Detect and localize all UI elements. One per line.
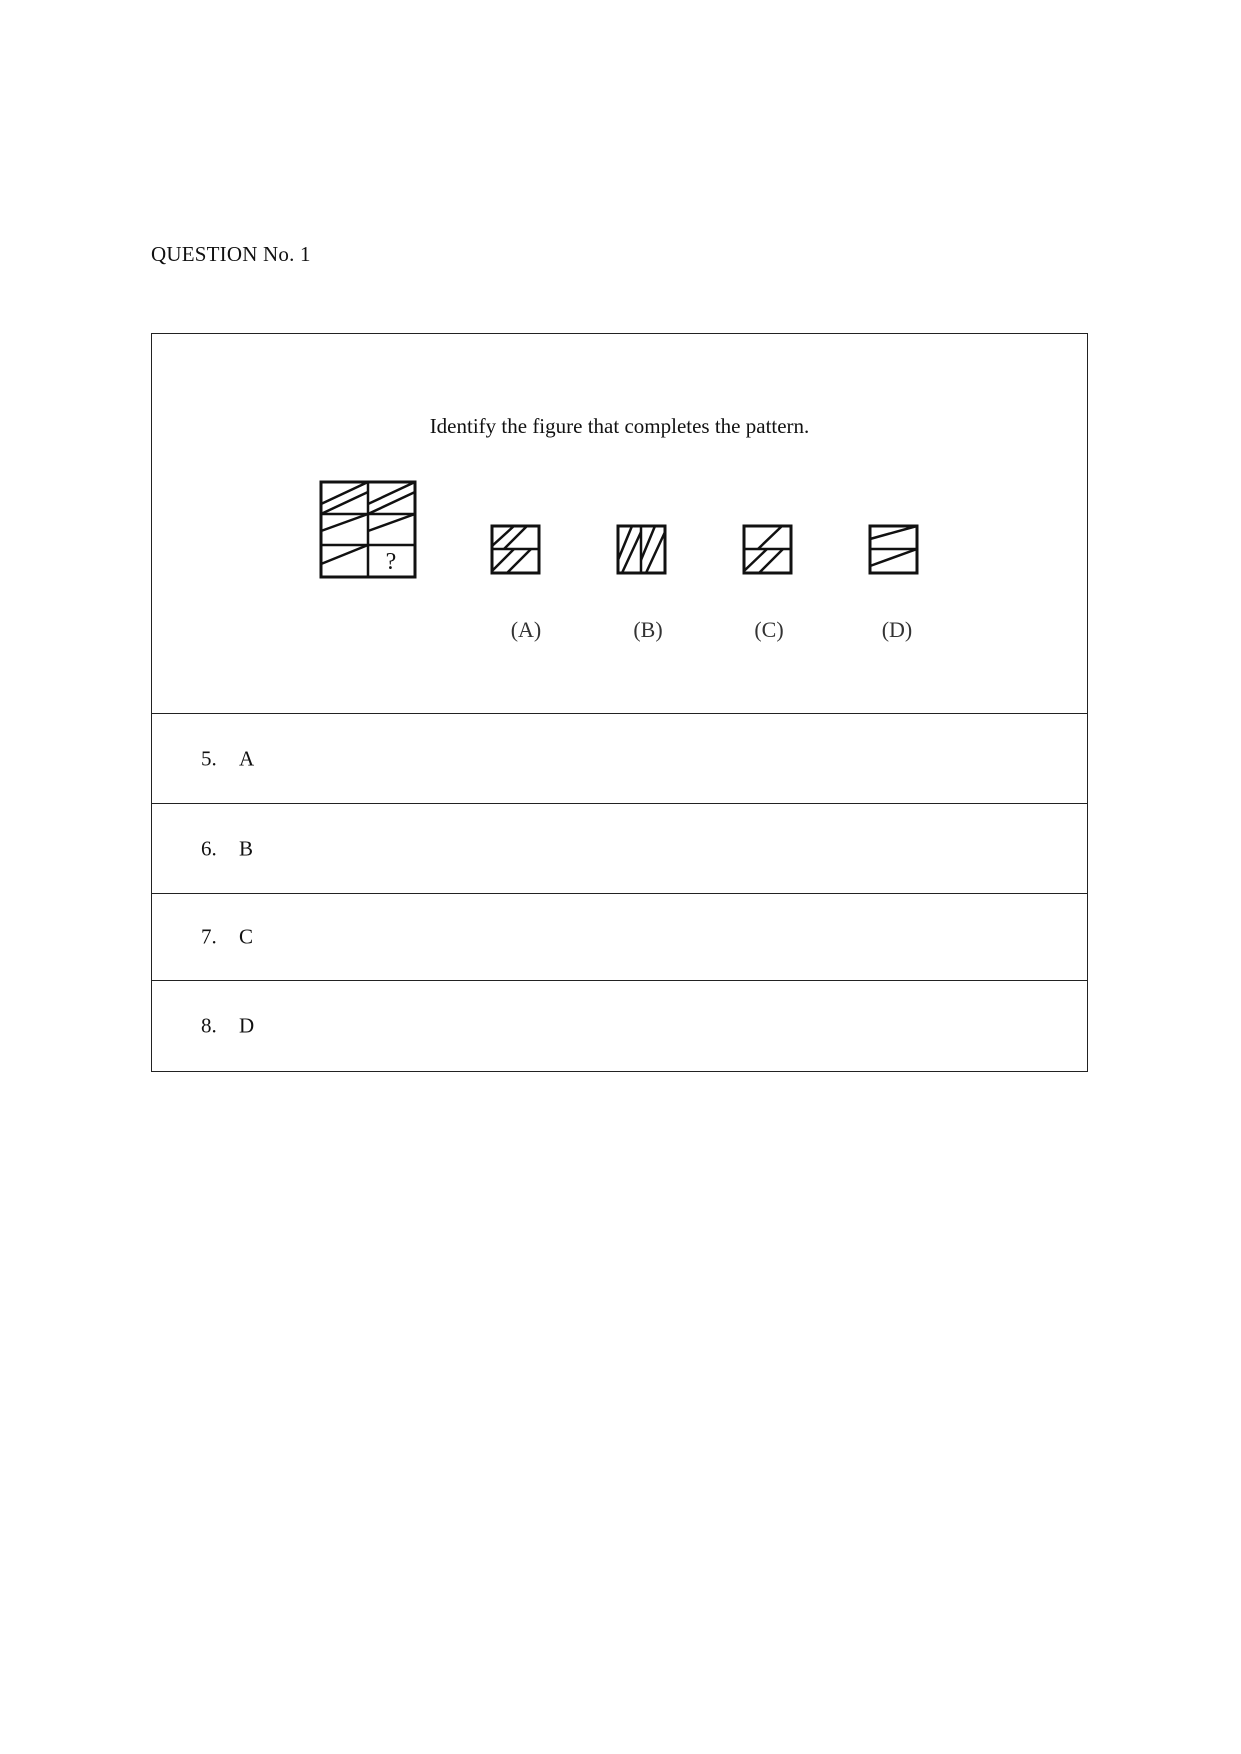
option-figure-c: [744, 526, 791, 573]
option-number: 7.: [201, 924, 217, 949]
answer-option-c[interactable]: [152, 894, 1087, 981]
pattern-figure: [152, 334, 1087, 713]
option-number: 8.: [201, 1013, 217, 1038]
option-text: A: [239, 746, 255, 770]
option-text: D: [239, 1013, 255, 1038]
figure-label-d: (D): [881, 617, 913, 642]
figure-label-a: (A): [510, 617, 542, 642]
answer-option-d[interactable]: [152, 981, 1087, 1071]
problem-grid: [321, 482, 415, 577]
option-text: B: [239, 836, 254, 860]
option-number: 6.: [201, 836, 217, 860]
question-heading: QUESTION No. 1: [151, 242, 311, 266]
answer-option-b[interactable]: [152, 804, 1087, 894]
question-mark: ?: [385, 549, 397, 575]
question-prompt: Identify the figure that completes the pattern.: [429, 414, 810, 438]
option-number: 5.: [201, 746, 217, 770]
option-text: C: [239, 924, 254, 949]
question-table: [151, 333, 1088, 1072]
figure-label-b: (B): [633, 617, 663, 642]
answer-option-a[interactable]: [152, 714, 1087, 804]
option-figure-a: [492, 526, 539, 573]
option-figure-b: [618, 526, 665, 573]
figure-label-c: (C): [754, 617, 784, 642]
question-stem: [152, 334, 1087, 714]
option-figure-d: [870, 526, 917, 573]
